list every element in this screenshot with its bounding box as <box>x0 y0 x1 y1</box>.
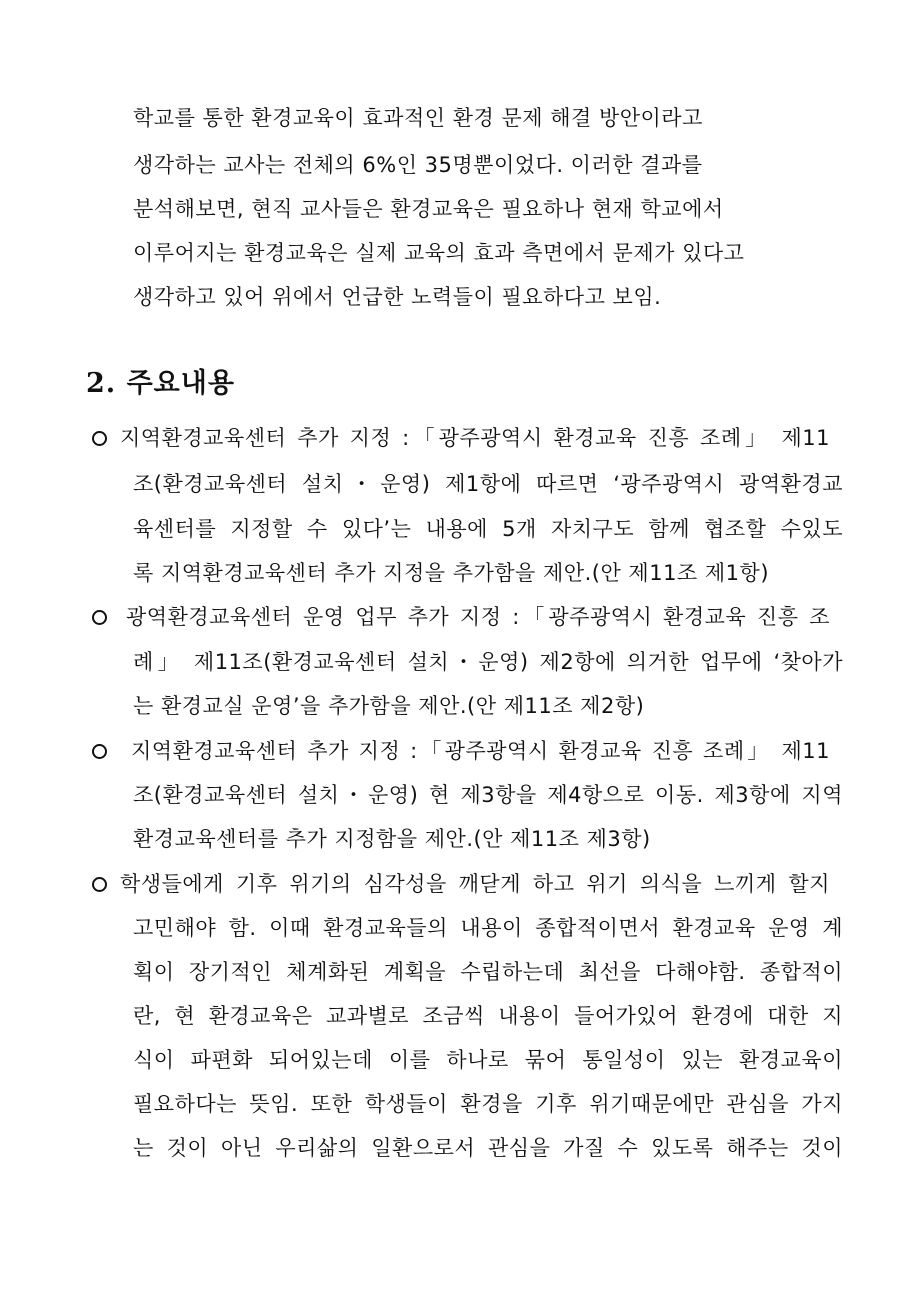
item-line: 고민해야 함. 이때 환경교육들의 내용이 종합적이면서 환경교육 운영 계 <box>133 916 843 940</box>
item-line: 환경교육센터를 추가 지정함을 제안.(안 제11조 제3항) <box>133 827 651 851</box>
intro-line: 학교를 통한 환경교육이 효과적인 환경 문제 해결 방안이라고 <box>133 106 703 130</box>
intro-line: 생각하는 교사는 전체의 6%인 35명뿐이었다. 이러한 결과를 <box>133 153 703 177</box>
item-line: 지역환경교육센터 추가 지정 :「광주광역시 환경교육 진흥 조례」 제11 <box>120 426 830 450</box>
intro-line: 분석해보면, 현직 교사들은 환경교육은 필요하나 현재 학교에서 <box>133 197 724 221</box>
item-line: 는 것이 아닌 우리삶의 일환으로서 관심을 가질 수 있도록 해주는 것이 <box>133 1136 843 1160</box>
item-line: 획이 장기적인 체계화된 계획을 수립하는데 최선을 다해야함. 종합적이 <box>133 960 843 984</box>
section-heading: 2. 주요내용 <box>86 368 235 399</box>
intro-line: 생각하고 있어 위에서 언급한 노력들이 필요하다고 보임. <box>133 285 662 309</box>
intro-line: 이루어지는 환경교육은 실제 교육의 효과 측면에서 문제가 있다고 <box>133 241 745 265</box>
item-line: 조(환경교육센터 설치・운영) 현 제3항을 제4항으로 이동. 제3항에 지역 <box>133 783 843 807</box>
circle-bullet-icon <box>92 431 107 446</box>
item-line: 록 지역환경교육센터 추가 지정을 추가함을 제안.(안 제11조 제1항) <box>133 561 770 585</box>
item-line: 광역환경교육센터 운영 업무 추가 지정 :「광주광역시 환경교육 진흥 조 <box>126 605 830 629</box>
circle-bullet-icon <box>92 877 107 892</box>
item-line: 례」 제11조(환경교육센터 설치・운영) 제2항에 의거한 업무에 ‘찾아가 <box>133 650 843 674</box>
item-line: 조(환경교육센터 설치・운영) 제1항에 따르면 ‘광주광역시 광역환경교 <box>133 472 843 496</box>
item-line: 란, 현 환경교육은 교과별로 조금씩 내용이 들어가있어 환경에 대한 지 <box>133 1004 843 1028</box>
item-line: 지역환경교육센터 추가 지정 :「광주광역시 환경교육 진흥 조례」 제11 <box>131 739 830 763</box>
circle-bullet-icon <box>92 610 107 625</box>
circle-bullet-icon <box>92 744 107 759</box>
item-line: 는 환경교실 운영’을 추가함을 제안.(안 제11조 제2항) <box>133 694 645 718</box>
item-line: 학생들에게 기후 위기의 심각성을 깨닫게 하고 위기 의식을 느끼게 할지 <box>120 872 830 896</box>
item-line: 필요하다는 뜻임. 또한 학생들이 환경을 기후 위기때문에만 관심을 가지 <box>133 1092 843 1116</box>
item-line: 식이 파편화 되어있는데 이를 하나로 묶어 통일성이 있는 환경교육이 <box>133 1048 843 1072</box>
item-line: 육센터를 지정할 수 있다’는 내용에 5개 자치구도 함께 협조할 수있도 <box>133 517 843 541</box>
